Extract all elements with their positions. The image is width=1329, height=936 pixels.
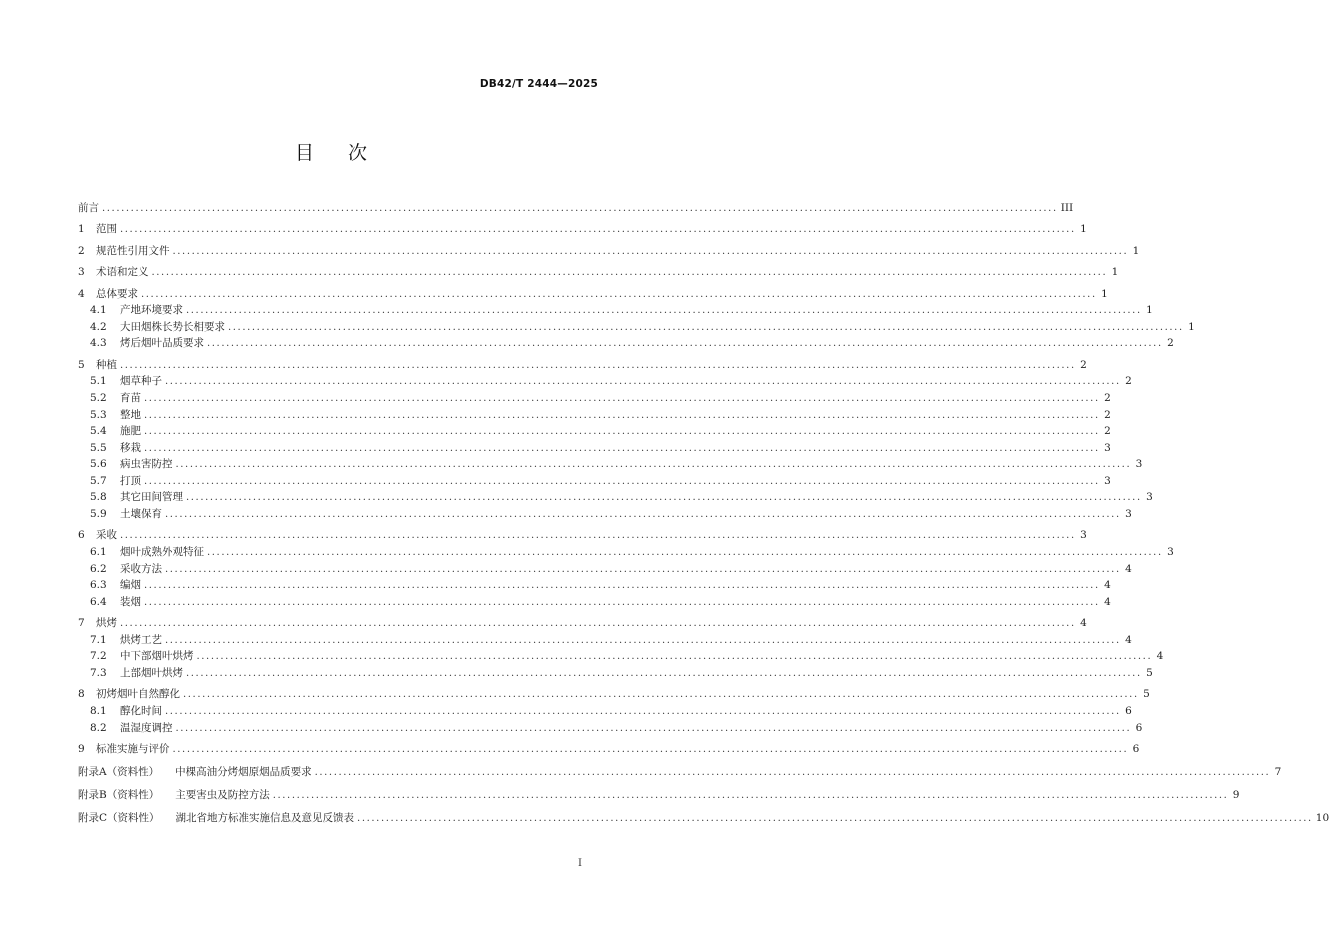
toc-entry[interactable] (78, 577, 1111, 594)
toc-entry[interactable] (78, 665, 1153, 682)
toc-entry-label: 湖北省地方标准实施信息及意见反馈表 (175, 811, 355, 824)
toc-entry-number: 5.5 (90, 441, 107, 454)
toc-entry[interactable] (78, 703, 1132, 720)
toc-entry-page: 5 (1143, 688, 1150, 701)
toc-entry[interactable] (78, 489, 1153, 506)
toc-entry-label: 术语和定义 (96, 266, 149, 279)
toc-entry-number: 5.3 (90, 408, 107, 421)
toc-entry[interactable] (78, 390, 1111, 407)
toc-dot-leader: ........................................................................................................................................................................................................ (102, 203, 1058, 214)
toc-entry-label: 烘烤工艺 (120, 633, 162, 646)
toc-entry-number: 附录C（资料性） (78, 811, 160, 824)
toc-entry-number: 8.2 (90, 721, 107, 734)
toc-entry-page: 1 (1132, 244, 1140, 257)
toc-entry-number: 6.3 (90, 579, 107, 592)
toc-entry-label: 移栽 (120, 441, 141, 454)
toc-entry-number: 2 (78, 244, 85, 257)
toc-entry[interactable] (78, 423, 1111, 440)
toc-entry-page: 2 (1125, 375, 1132, 388)
toc-entry-page: 7 (1274, 765, 1282, 778)
toc-entry[interactable] (78, 741, 1140, 758)
toc-entry[interactable] (78, 561, 1132, 578)
toc-entry-page: 1 (1101, 287, 1108, 300)
toc-entry-number: 5 (78, 358, 85, 371)
toc-entry[interactable] (78, 506, 1132, 523)
toc-entry-number: 3 (78, 266, 85, 279)
toc-dot-leader: ........................................................................................................................................................................................................ (186, 492, 1142, 504)
toc-entry-number: 附录A（资料性） (78, 765, 160, 778)
toc-dot-leader: ........................................................................................................................................................................................................ (207, 547, 1163, 559)
toc-entry-page: 3 (1104, 474, 1111, 487)
toc-entry-number: 5.4 (90, 425, 107, 438)
toc-entry-number: 4 (78, 287, 85, 300)
toc-entry-page: 4 (1104, 595, 1111, 608)
toc-entry-page: 1 (1080, 223, 1087, 236)
toc-entry-page: 3 (1146, 491, 1153, 504)
toc-entry-label: 产地环境要求 (120, 304, 183, 317)
toc-entry-page: III (1060, 202, 1074, 214)
toc-entry-number: 5.6 (90, 458, 107, 471)
toc-entry[interactable] (78, 264, 1119, 281)
toc-entry-page: 6 (1125, 705, 1132, 717)
toc-entry[interactable] (78, 544, 1174, 561)
toc-dot-leader: ........................................................................................................................................................................................................ (151, 267, 1108, 279)
toc-entry-page: 2 (1080, 358, 1087, 371)
toc-entry-page: 6 (1135, 721, 1143, 734)
toc-dot-leader: ........................................................................................................................................................................................................ (272, 789, 1229, 801)
toc-entry-page: 3 (1125, 508, 1132, 521)
toc-entry-label: 育苗 (120, 391, 141, 404)
toc-entry[interactable] (78, 200, 1074, 217)
toc-entry[interactable] (78, 286, 1108, 303)
toc-entry[interactable] (78, 632, 1132, 649)
toc-entry-number: 4.3 (90, 337, 107, 350)
toc-dot-leader: ........................................................................................................................................................................................................ (186, 668, 1142, 680)
toc-entry-number: 9 (78, 742, 85, 755)
page-title (0, 138, 662, 165)
toc-dot-leader: ........................................................................................................................................................................................................ (165, 563, 1121, 575)
toc-entry-number: 5.1 (90, 375, 107, 388)
toc-entry-label: 烘烤 (96, 617, 117, 630)
toc-entry[interactable] (78, 373, 1132, 390)
toc-entry-number: 1 (78, 223, 85, 236)
toc-dot-leader: ........................................................................................................................................................................................................ (120, 530, 1076, 542)
toc-dot-leader: ........................................................................................................................................................................................................ (144, 580, 1100, 592)
toc-entry-label: 采收 (96, 529, 117, 542)
toc-entry-label: 主要害虫及防控方法 (175, 788, 270, 801)
toc-dot-leader: ........................................................................................................................................................................................................ (144, 409, 1100, 421)
toc-entry-page: 3 (1080, 529, 1087, 542)
title-char-1: 目 (294, 142, 314, 164)
toc-entry-label: 装烟 (120, 595, 141, 608)
toc-dot-leader: ........................................................................................................................................................................................................ (172, 743, 1129, 755)
toc-entry-label: 其它田间管理 (120, 491, 183, 504)
toc-dot-leader: ........................................................................................................................................................................................................ (207, 338, 1163, 350)
toc-entry[interactable] (78, 473, 1111, 490)
toc-entry-page: 9 (1232, 788, 1240, 801)
toc-entry-number: 8.1 (90, 705, 107, 717)
toc-entry[interactable] (78, 720, 1143, 737)
toc-entry-label: 烟叶成熟外观特征 (120, 546, 204, 559)
toc-entry[interactable] (78, 357, 1087, 374)
toc-entry-page: 6 (1132, 742, 1140, 755)
toc-entry-page: 2 (1104, 408, 1111, 421)
toc-entry-number: 7.2 (90, 650, 107, 663)
toc-entry-page: 2 (1104, 391, 1111, 404)
toc-entry-label: 中棵高油分烤烟原烟品质要求 (175, 765, 312, 778)
toc-entry-page: 3 (1167, 546, 1174, 559)
toc-entry-number: 附录B（资料性） (78, 788, 160, 801)
toc-entry-label: 种植 (96, 358, 117, 371)
table-of-contents (78, 200, 1329, 827)
toc-dot-leader: ........................................................................................................................................................................................................ (186, 305, 1142, 317)
toc-entry-label: 标准实施与评价 (96, 742, 170, 755)
toc-entry-label: 醇化时间 (120, 705, 162, 717)
toc-entry-label: 施肥 (120, 425, 141, 438)
toc-entry-number: 6 (78, 529, 85, 542)
toc-entry-page: 2 (1104, 425, 1111, 438)
toc-entry-label: 规范性引用文件 (96, 244, 170, 257)
toc-dot-leader: ........................................................................................................................................................................................................ (357, 812, 1313, 824)
toc-entry-page: 4 (1156, 650, 1164, 663)
toc-entry-number: 4.2 (90, 320, 107, 333)
toc-entry-page: 4 (1125, 633, 1132, 646)
toc-dot-leader: ........................................................................................................................................................................................................ (144, 475, 1100, 487)
toc-entry-number: 7.3 (90, 667, 107, 680)
toc-entry-number: 4.1 (90, 304, 107, 317)
toc-entry-label: 烟草种子 (120, 375, 162, 388)
toc-dot-leader: ........................................................................................................................................................................................................ (165, 376, 1121, 388)
toc-dot-leader: ........................................................................................................................................................................................................ (196, 651, 1153, 663)
toc-dot-leader: ........................................................................................................................................................................................................ (183, 689, 1139, 701)
toc-entry-page: 5 (1146, 667, 1153, 680)
toc-entry[interactable] (78, 456, 1143, 473)
toc-dot-leader: ........................................................................................................................................................................................................ (144, 426, 1100, 438)
toc-dot-leader: ........................................................................................................................................................................................................ (120, 618, 1076, 630)
toc-entry[interactable] (78, 302, 1153, 319)
toc-entry-number: 6.1 (90, 546, 107, 559)
toc-entry[interactable] (78, 810, 1329, 827)
toc-dot-leader: ........................................................................................................................................................................................................ (144, 442, 1100, 454)
toc-dot-leader: ........................................................................................................................................................................................................ (228, 321, 1184, 333)
toc-dot-leader: ........................................................................................................................................................................................................ (172, 245, 1129, 257)
toc-entry[interactable] (78, 527, 1087, 544)
toc-entry-label: 温湿度调控 (120, 721, 173, 734)
toc-entry-number: 5.7 (90, 474, 107, 487)
toc-dot-leader: ........................................................................................................................................................................................................ (120, 224, 1076, 236)
toc-dot-leader: ........................................................................................................................................................................................................ (165, 634, 1121, 646)
toc-entry[interactable] (78, 594, 1111, 611)
toc-entry[interactable] (78, 221, 1087, 238)
toc-entry-label: 范围 (96, 223, 117, 236)
toc-entry[interactable] (78, 764, 1282, 781)
toc-entry[interactable] (78, 243, 1140, 260)
toc-entry-page: 1 (1188, 320, 1195, 333)
toc-dot-leader: ........................................................................................................................................................................................................ (175, 459, 1132, 471)
toc-entry-number: 5.9 (90, 508, 107, 521)
toc-entry[interactable] (78, 440, 1111, 457)
toc-dot-leader: ........................................................................................................................................................................................................ (314, 766, 1271, 778)
toc-entry-label: 中下部烟叶烘烤 (120, 650, 194, 663)
toc-entry[interactable] (78, 319, 1195, 336)
toc-entry-label: 打顶 (120, 474, 141, 487)
toc-entry-number: 5.8 (90, 491, 107, 504)
toc-dot-leader: ........................................................................................................................................................................................................ (144, 596, 1100, 608)
toc-entry-label: 总体要求 (96, 287, 138, 300)
toc-entry-label: 大田烟株长势长相要求 (120, 320, 225, 333)
toc-entry-label: 烤后烟叶品质要求 (120, 337, 204, 350)
toc-entry-number: 5.2 (90, 391, 107, 404)
toc-entry-label: 初烤烟叶自然醇化 (96, 688, 180, 701)
toc-entry-label: 编烟 (120, 579, 141, 592)
toc-entry-page: 1 (1111, 266, 1119, 279)
title-char-2: 次 (348, 142, 368, 164)
toc-entry-label: 前言 (78, 202, 99, 214)
toc-entry-number: 6.2 (90, 562, 107, 575)
toc-entry[interactable] (78, 615, 1087, 632)
toc-dot-leader: ........................................................................................................................................................................................................ (120, 359, 1076, 371)
toc-entry[interactable] (78, 787, 1240, 804)
toc-entry[interactable] (78, 335, 1174, 352)
toc-entry-number: 8 (78, 688, 85, 701)
toc-entry[interactable] (78, 648, 1164, 665)
standard-code: DB42/T 2444—2025 (479, 78, 598, 90)
toc-entry-label: 病虫害防控 (120, 458, 173, 471)
toc-dot-leader: ........................................................................................................................................................................................................ (175, 722, 1132, 734)
toc-dot-leader: ........................................................................................................................................................................................................ (141, 288, 1097, 300)
toc-dot-leader: ........................................................................................................................................................................................................ (165, 509, 1121, 521)
toc-entry-number: 7 (78, 617, 85, 630)
toc-entry-page: 4 (1125, 562, 1132, 575)
toc-entry-number: 6.4 (90, 595, 107, 608)
toc-dot-leader: ........................................................................................................................................................................................................ (165, 706, 1121, 717)
toc-entry-page: 10 (1315, 811, 1329, 824)
toc-entry-label: 采收方法 (120, 562, 162, 575)
toc-dot-leader: ........................................................................................................................................................................................................ (144, 392, 1100, 404)
toc-entry-page: 4 (1080, 617, 1087, 630)
toc-entry-page: 4 (1104, 579, 1111, 592)
toc-entry-page: 3 (1135, 458, 1143, 471)
footer-page-number: I (578, 858, 582, 869)
toc-entry-page: 2 (1167, 337, 1174, 350)
toc-entry[interactable] (78, 407, 1111, 424)
toc-entry-label: 整地 (120, 408, 141, 421)
toc-entry[interactable] (78, 686, 1150, 703)
toc-entry-label: 上部烟叶烘烤 (120, 667, 183, 680)
toc-entry-number: 7.1 (90, 633, 107, 646)
toc-entry-page: 1 (1146, 304, 1153, 317)
toc-entry-label: 土壤保育 (120, 508, 162, 521)
toc-entry-page: 3 (1104, 441, 1111, 454)
